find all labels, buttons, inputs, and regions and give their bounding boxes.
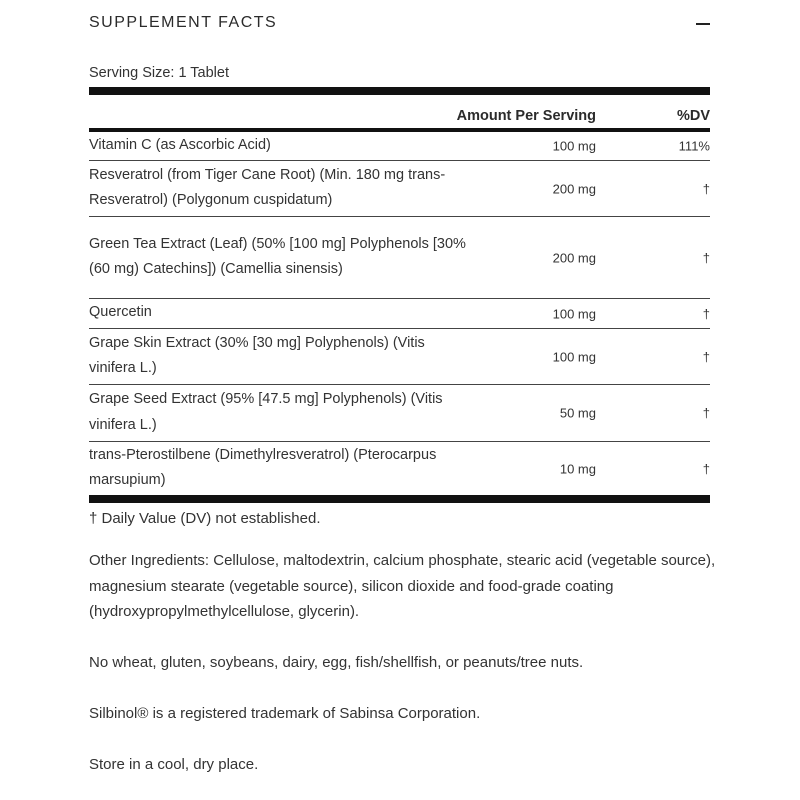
- table-row: [89, 132, 710, 161]
- table-top-rule: [89, 87, 710, 95]
- daily-value-header: %DV: [676, 108, 710, 124]
- ingredient-dv: †: [702, 250, 710, 265]
- table-row: [89, 217, 710, 299]
- ingredient-dv: 111%: [678, 138, 710, 154]
- section-title: SUPPLEMENT FACTS: [89, 14, 278, 31]
- ingredient-name: Green Tea Extract (Leaf) (50% [100 mg] Polyphenols [30% (60 mg) Catechins]) (Camellia sinensis): [89, 235, 466, 277]
- trademark-notice: Silbinol® is a registered trademark of Sabinsa Corporation.: [89, 705, 481, 722]
- ingredient-amount: 200 mg: [552, 250, 596, 265]
- daily-value-footnote: † Daily Value (DV) not established.: [89, 510, 321, 527]
- ingredient-name: Grape Skin Extract (30% [30 mg] Polyphenols) (Vitis vinifera L.): [89, 334, 425, 376]
- table-row: [89, 442, 710, 495]
- ingredient-dv: †: [702, 306, 710, 321]
- ingredient-dv: †: [702, 405, 710, 421]
- ingredient-dv: †: [702, 181, 710, 196]
- ingredient-amount: 200 mg: [552, 181, 596, 196]
- allergen-statement: No wheat, gluten, soybeans, dairy, egg, fish/shellfish, or peanuts/tree nuts.: [89, 654, 584, 671]
- ingredient-amount: 50 mg: [559, 405, 596, 421]
- supplement-facts-table: [89, 87, 710, 503]
- supplement-facts-header[interactable]: [89, 12, 710, 38]
- serving-size: Serving Size: 1 Tablet: [89, 65, 229, 81]
- amount-per-serving-header: Amount Per Serving: [456, 108, 596, 124]
- ingredient-name: Grape Seed Extract (95% [47.5 mg] Polyphenols) (Vitis vinifera L.): [89, 391, 443, 433]
- storage-instructions: Store in a cool, dry place.: [89, 756, 259, 773]
- ingredient-name: Vitamin C (as Ascorbic Acid): [89, 136, 271, 153]
- ingredient-amount: 100 mg: [552, 349, 596, 364]
- ingredient-name: Resveratrol (from Tiger Cane Root) (Min. 180 mg trans-Resveratrol) (Polygonum cuspidatum): [89, 166, 446, 208]
- minus-icon[interactable]: [696, 23, 710, 25]
- ingredient-name: Quercetin: [89, 304, 152, 321]
- table-row: [89, 161, 710, 217]
- ingredient-dv: †: [702, 349, 710, 364]
- table-row: [89, 329, 710, 385]
- ingredient-amount: 100 mg: [552, 138, 596, 154]
- ingredient-amount: 10 mg: [559, 461, 596, 476]
- other-ingredients: Other Ingredients: Cellulose, maltodextrin, calcium phosphate, stearic acid (vegetable source), magnesium stearate (vegetable source), silicon dioxide and food-grade coating (hydroxypropylmethylcellulose, glycerin).: [89, 552, 716, 620]
- ingredient-dv: †: [702, 461, 710, 476]
- table-row: [89, 299, 710, 329]
- table-row: [89, 385, 710, 442]
- ingredient-name: trans-Pterostilbene (Dimethylresveratrol) (Pterocarpus marsupium): [89, 446, 437, 488]
- table-header: [89, 95, 710, 128]
- ingredient-amount: 100 mg: [552, 306, 596, 321]
